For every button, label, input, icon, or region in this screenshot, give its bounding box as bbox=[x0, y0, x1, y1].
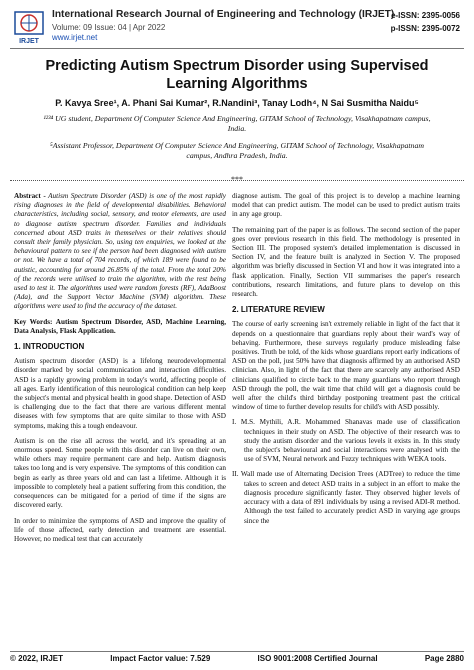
affiliation-students: ¹²³⁴ UG student, Department Of Computer Science And Engineering, GITAM School of Technology, Visakhapatnam campus, India. bbox=[43, 114, 431, 133]
literature-item-1: I. M.S. Mythili, A.R. Mohammed Shanavas made use of classification techniques in their study on ASD. The objective of their research was to study the autism disorder and the various levels it exists in. In this study the subject's behavioural and social interactions were analysed with the use of SVM, Neural network and Fuzzy techniques with WEKA tools. bbox=[232, 418, 460, 464]
left-column bbox=[14, 192, 226, 550]
literature-item-2: II. Wall made use of Alternating Decision Trees (ADTree) to reduce the time takes to screen and detect ASD traits in a subject in an effort to make the diagnosis procedure significantly faster. They observed higher levels of accuracy with a data of 891 individuals by using a revised ADI-R method. Although the test failed to accurately predict ASD in varying age groups since the bbox=[232, 470, 460, 525]
abstract-label: Abstract - bbox=[14, 192, 46, 200]
abstract bbox=[14, 192, 226, 312]
intro-paragraph-3: In order to minimize the symptoms of ASD and improve the quality of life of those affected, early detection and treatment are essential. However, no medical test that can accurately bbox=[14, 516, 226, 543]
intro-heading: 1. INTRODUCTION bbox=[14, 342, 85, 352]
intro-paragraph-2: Autism is on the rise all across the world, and it's spreading at an enormous speed. Some people with this disorder can live on their own, while others may require permanent care and help. Autism diagnosis takes too long and is very expensive. The symptoms of this condition can begin as early as three years old and can last a lifetime. Although it is impossible to completely heal a patient suffering from this condition, the consequences can be mitigated for a period of time if the signs are discovered early. bbox=[14, 436, 226, 510]
irjet-logo bbox=[12, 10, 46, 46]
keywords-label: Key Words: bbox=[14, 317, 53, 326]
pissn: p-ISSN: 2395-0072 bbox=[390, 24, 460, 33]
logo-text: IRJET bbox=[19, 38, 39, 45]
keywords-text: Autism Spectrum Disorder, ASD, Machine Learning, Data Analysis, Flask Application. bbox=[14, 317, 226, 335]
journal-title: International Research Journal of Engineering and Technology (IRJET) bbox=[52, 9, 395, 20]
paper-title: Predicting Autism Spectrum Disorder using Supervised Learning Algorithms bbox=[45, 58, 429, 92]
right-column bbox=[232, 192, 460, 532]
eissn: e-ISSN: 2395-0056 bbox=[391, 11, 460, 20]
header-divider bbox=[10, 48, 464, 49]
journal-volume: Volume: 09 Issue: 04 | Apr 2022 bbox=[52, 23, 166, 32]
footer-impact: Impact Factor value: 7.529 bbox=[110, 654, 211, 663]
intro-paragraph-1: Autism spectrum disorder (ASD) is a lifelong neurodevelopmental disorder marked by social communication and interaction difficulties. ASD is a rapidly growing problem in today's world, affecting people of all ages. Early identification of this neurological condition can help keep the subject's mental and physical health in good shape. Detection of ASD is challenging due to the fact that there are various different mental diseases with few symptoms that are quite similar to those with ASD symptoms, making this a tough endeavour. bbox=[14, 357, 226, 430]
literature-heading: 2. LITERATURE REVIEW bbox=[232, 305, 325, 315]
literature-paragraph: The course of early screening isn't extremely reliable in light of the fact that it depends on a questionnaire that guardians reply about their ward's way of behaving. Furthermore, these surveys regularly produce misleading false positives. Truth be told, of the kids whose guardians report early indications of ASD on the poll, just 50% have that diagnosis affirmed by an authorised ASD clinician. Also, in light of the fact that there are scarcely any authorised ASD clinicians qualified to circle back to the many guardians who report through ASD through the poll, the wait time that child will get a diagnosis could be well after the child's third birthday postponing treatment past the critical window of time to further develop results for child's with ASD possibly. bbox=[232, 320, 460, 412]
footer-iso: ISO 9001:2008 Certified Journal bbox=[257, 654, 378, 663]
footer-divider bbox=[10, 651, 464, 652]
abstract-text: Autism Spectrum Disorder (ASD) is one of the most rapidly rising diagnoses in the field of developmental disabilities. Behavioral characteristics, including social, sensory, and motor elements, are used to diagnose autism spectrum disorder. Families and individuals concerned about ASD traits in themselves or their relatives should consult their family physician. So, using ten enquiries, we looked at the behavioural pattern to see if the person had been diagnosed with autism or not. We have a total of 704 records, of which 189 were found to be autistic, accounting for around 26.85% of the total. From the total 20% of the records were utilised to train the algorithm, with the rest being used to test it. The algorithms used were random forests (RF), AdaBoost (Ada), and the Support Vector Machine (SVM) algorithm. These algorithms were used to find the accuracy of the dataset. bbox=[14, 192, 226, 311]
divider-stars: *** bbox=[231, 175, 243, 184]
right-paragraph-2: The remaining part of the paper is as follows. The second section of the paper goes over previous research in this field. The methodology is presented in Section III. The proposed system's detailed implementation is discussed in Section IV, and the feature built is analyzed in Section V. The proposed algorithm was briefly discussed in Section VI and how it was integrated into a flask application. Finally, Section VII summarises the paper's research contributions, research limitations, and future plans to develop on this research. bbox=[232, 225, 460, 299]
journal-url[interactable]: www.irjet.net bbox=[52, 33, 98, 42]
footer-page: Page 2880 bbox=[424, 654, 464, 663]
affiliation-professor: ⁵Assistant Professor, Department Of Computer Science And Engineering, GITAM School of Technology, Visakhapatnam campus, Andhra Pradesh, India. bbox=[50, 141, 424, 160]
footer bbox=[10, 654, 464, 663]
paper-authors: P. Kavya Sree¹, A. Phani Sai Kumar², R.Nandini³, Tanay Lodh⁴, N Sai Susmitha Naidu⁵ bbox=[55, 98, 419, 108]
keywords bbox=[14, 318, 226, 336]
right-paragraph-1: diagnose autism. The goal of this project is to develop a machine learning model that can predict autism. The model can be used to predict autism traits in any age group. bbox=[232, 192, 460, 219]
footer-copyright: © 2022, IRJET bbox=[10, 654, 64, 663]
